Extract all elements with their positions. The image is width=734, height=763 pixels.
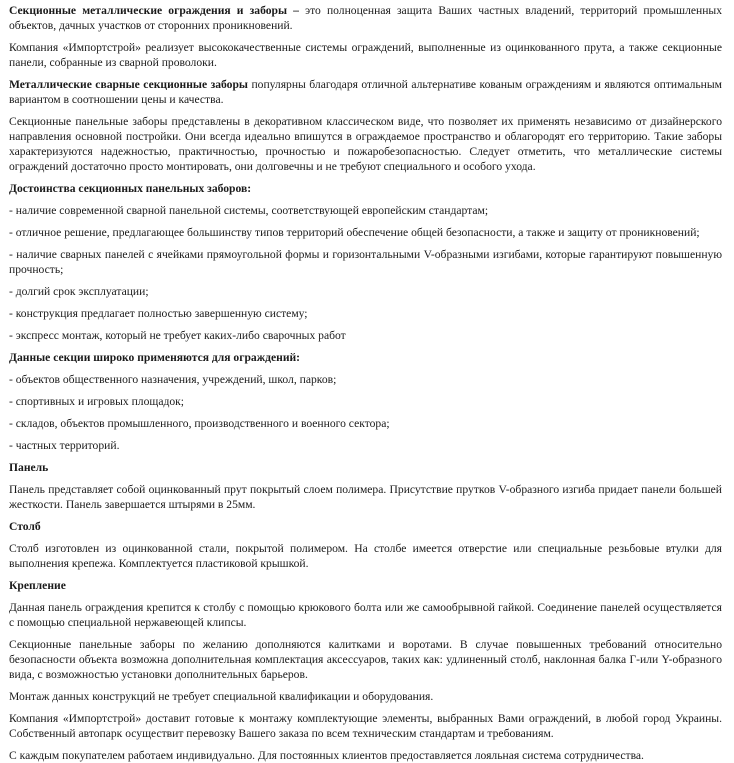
list-item: - частных территорий.: [9, 439, 120, 452]
company-paragraph: Компания «Импортстрой» реализует высококачественные системы ограждений, выполненные из оцинкованного прута, а также секционные панели, собранные из сварной проволоки.: [9, 41, 722, 69]
list-item: - спортивных и игровых площадок;: [9, 395, 185, 408]
welded-lead: Металлические сварные секционные заборы: [9, 78, 248, 91]
list-item: - отличное решение, предлагающее большинству типов территорий обеспечение общей безопасности, а также и защиту от проникновений;: [9, 226, 700, 239]
list-item: - конструкция предлагает полностью завершенную систему;: [9, 307, 308, 320]
advantages-heading: Достоинства секционных панельных заборов:: [9, 182, 252, 195]
panel-heading: Панель: [9, 461, 49, 474]
intro-paragraph: [9, 3, 722, 33]
list-item: - наличие современной сварной панельной системы, соответствующей европейским стандартам;: [9, 204, 489, 217]
list-item: - экспресс монтаж, который не требует каких-либо сварочных работ: [9, 329, 346, 342]
panel-paragraph: Панель представляет собой оцинкованный прут покрытый слоем полимера. Присутствие прутков V-образного изгиба придает панели большей жесткости. Панель завершается штырями в 25мм.: [9, 483, 722, 511]
list-item: - складов, объектов промышленного, производственного и военного сектора;: [9, 417, 390, 430]
usage-heading: Данные секции широко применяются для ограждений:: [9, 351, 301, 364]
list-item: - наличие сварных панелей с ячейками прямоугольной формы и горизонтальными V-образными изгибами, которые гарантируют повышенную прочность;: [9, 248, 722, 276]
intro-text: это полноценная защита Ваших частных владений, территорий промышленных объектов, дачных участков от сторонних проникновений.: [9, 4, 722, 32]
clients-paragraph: С каждым покупателем работаем индивидуально. Для постоянных клиентов предоставляется лояльная система сотрудничества.: [9, 749, 644, 762]
mount-paragraph: Данная панель ограждения крепится к столбу с помощью крюкового болта или же самообрывной гайкой. Соединение панелей осуществляется с помощью специальной нержавеющей клипсы.: [9, 601, 722, 629]
post-heading: Столб: [9, 520, 41, 533]
post-paragraph: Столб изготовлен из оцинкованной стали, покрытой полимером. На столбе имеется отверстие или специальные резьбовые втулки для выполнения крепежа. Комплектуется пластиковой крышкой.: [9, 542, 722, 570]
intro-lead: Секционные металлические ограждения и заборы –: [9, 4, 299, 17]
list-item: - объектов общественного назначения, учреждений, школ, парков;: [9, 373, 337, 386]
list-item: - долгий срок эксплуатации;: [9, 285, 149, 298]
mount-heading: Крепление: [9, 579, 66, 592]
welded-paragraph: [9, 77, 722, 107]
install-paragraph: Монтаж данных конструкций не требует специальной квалификации и оборудования.: [9, 690, 434, 703]
panel-fences-paragraph: Секционные панельные заборы представлены в декоративном классическом виде, что позволяет их применять независимо от дизайнерского направления основной постройки. Они всегда идеально впишутся в ограждаемое пространство и облагородят его территорию. Такие заборы характеризуются надежностью, практичностью, прочностью и пожаробезопасностью. Следует отметить, что металлические системы ограждений достаточно просто монтировать, они долговечны и не требуют специального и особого ухода.: [9, 115, 722, 173]
welded-text: популярны благодаря отличной альтернативе кованым ограждениям и являются оптимальным вариантом в соотношении цены и качества.: [9, 78, 722, 106]
extras-paragraph: Секционные панельные заборы по желанию дополняются калитками и воротами. В случае повышенных требований относительно безопасности объекта возможна дополнительная комплектация аксессуаров, таких как: удлиненный столб, наклонная балка Г-или Y-образного вида, с возможностью установки дополнительных барьеров.: [9, 638, 722, 681]
delivery-paragraph: Компания «Импортстрой» доставит готовые к монтажу комплектующие элементы, выбранных Вами ограждений, в любой город Украины. Собственный автопарк осуществит перевозку Вашего заказа по всем техническим стандартам и требованиям.: [9, 712, 722, 740]
